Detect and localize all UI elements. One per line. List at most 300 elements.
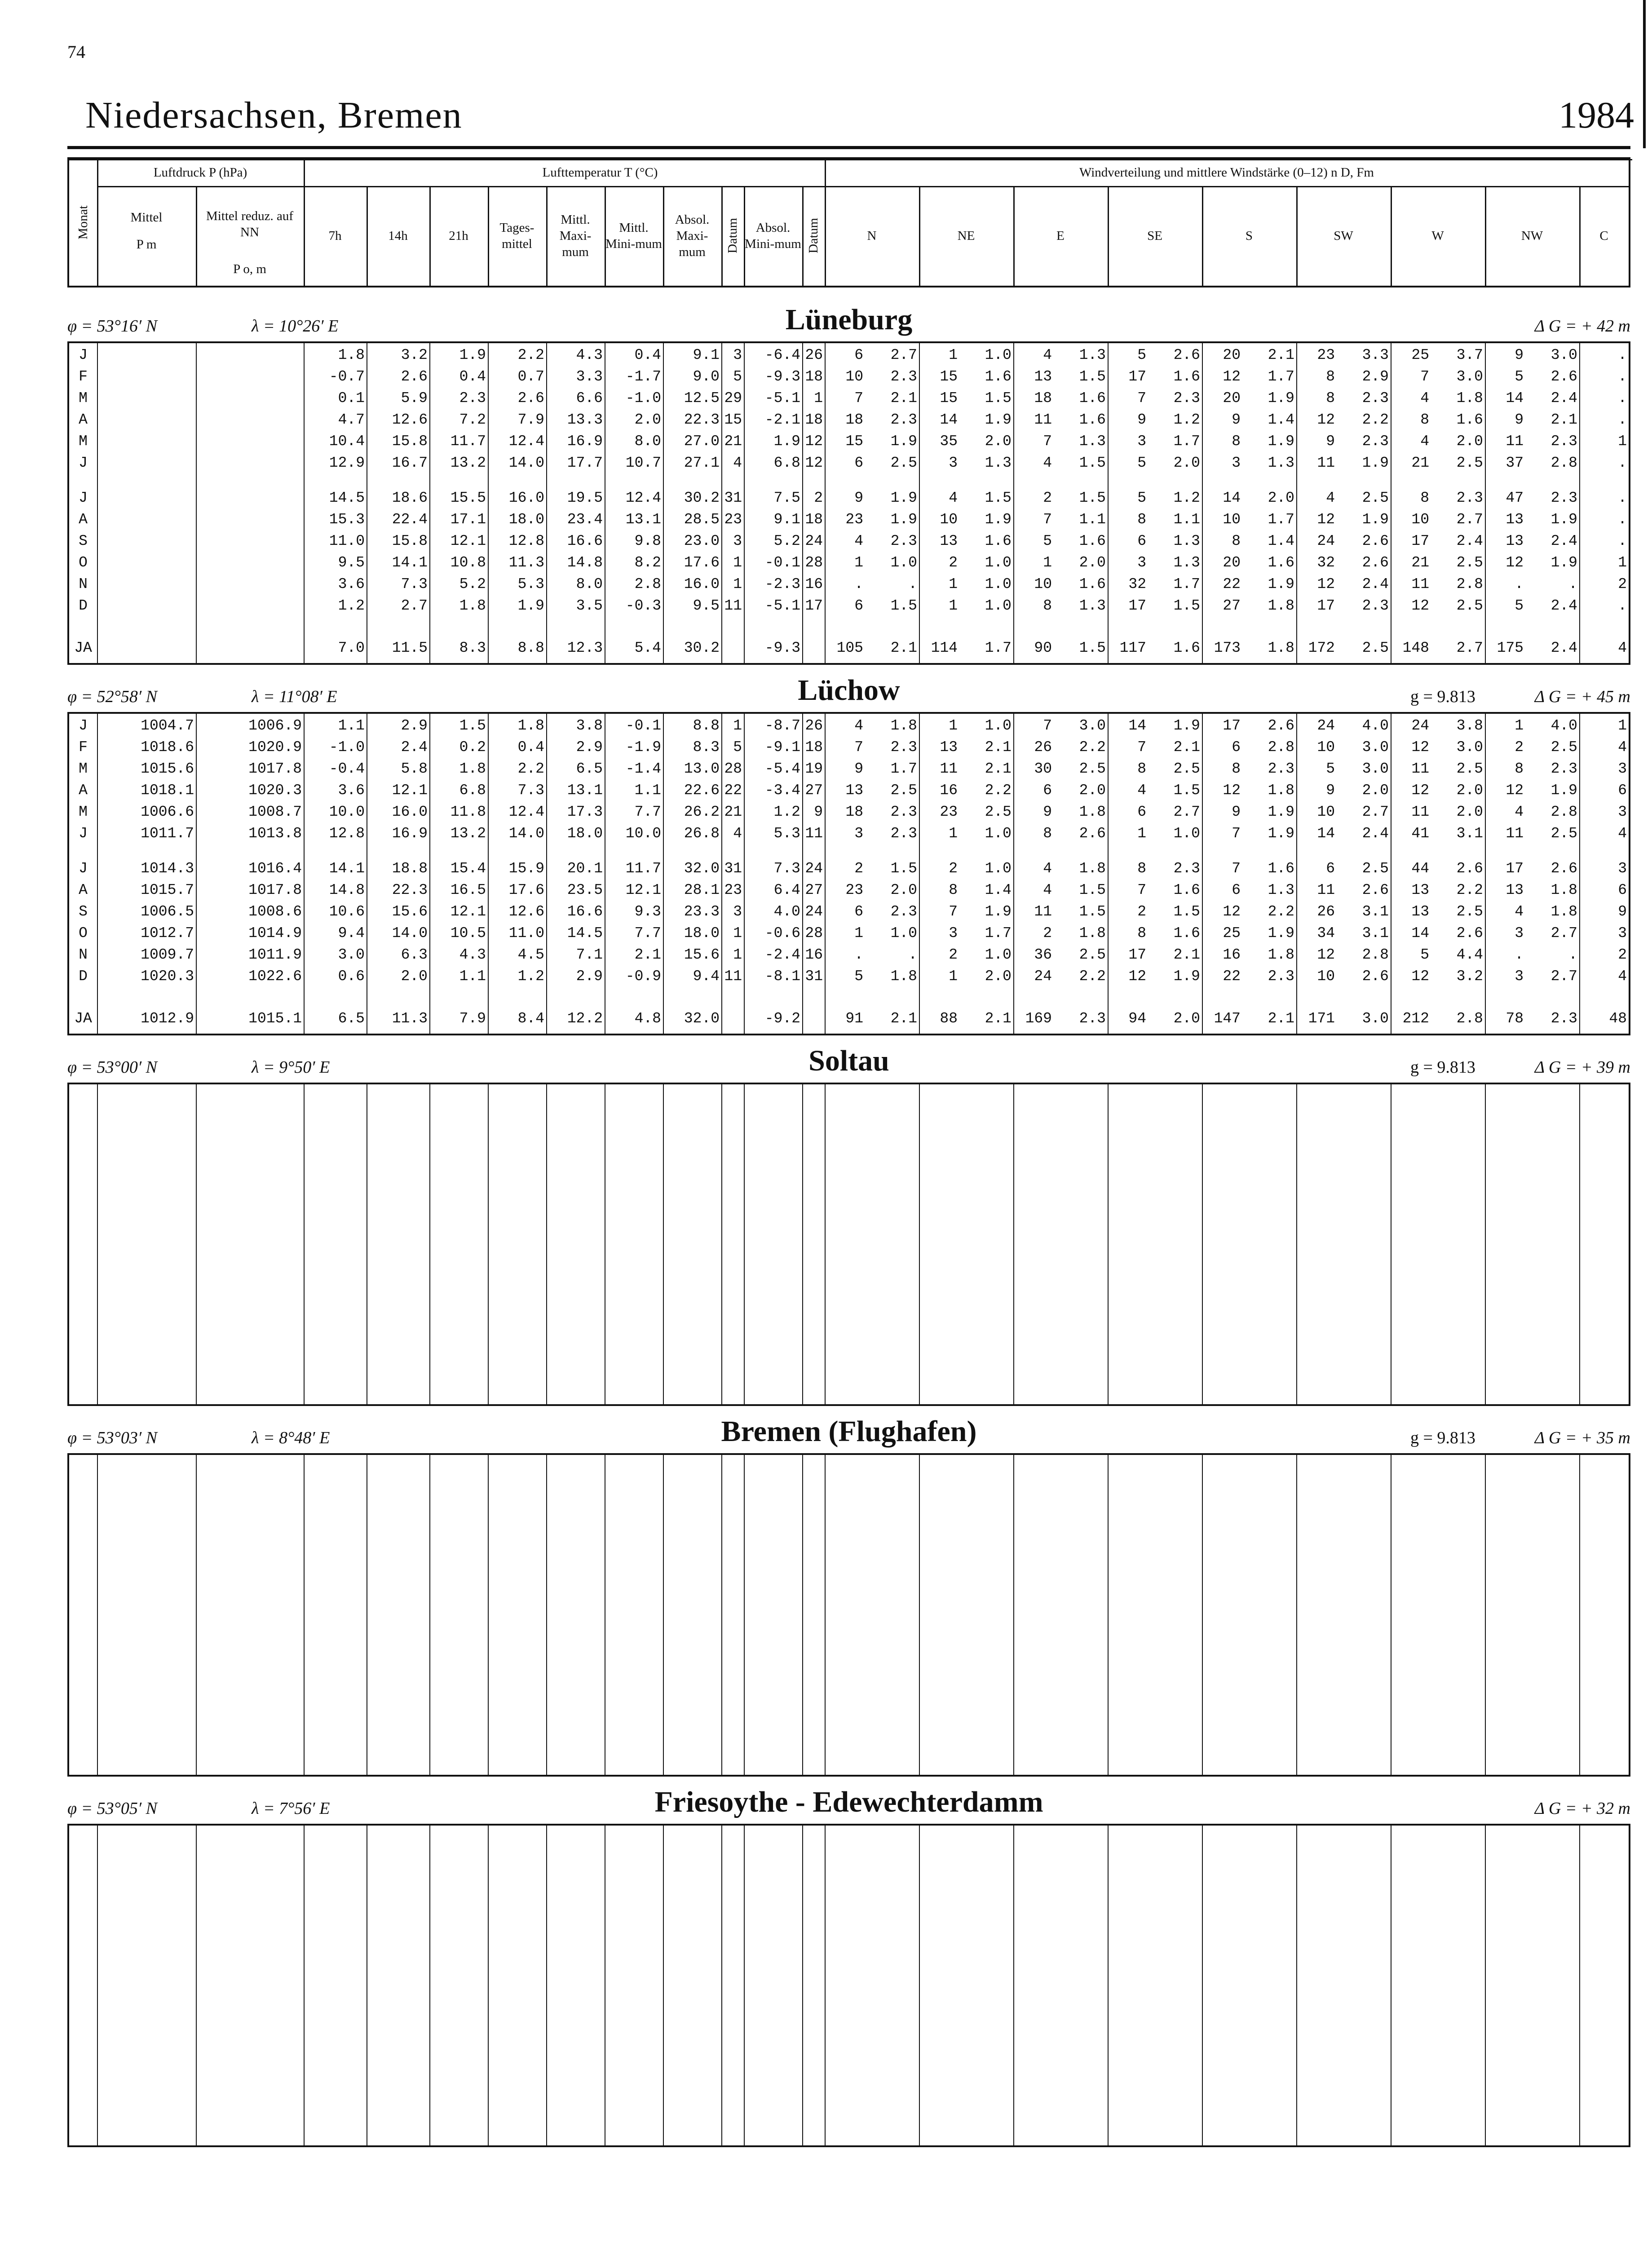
value-cell: 5 (1137, 490, 1146, 506)
value-cell: . (1618, 411, 1627, 428)
value-cell: 105 (836, 640, 863, 656)
value-cell: 2.6 (401, 368, 428, 385)
header-absol-mini: Absol. Mini-mum (745, 220, 801, 251)
value-cell: 4.0 (773, 903, 800, 920)
value-cell: 2.4 (1550, 533, 1577, 549)
value-cell: 2.5 (1456, 554, 1483, 571)
value-cell: 8 (1326, 390, 1335, 407)
value-cell: 2.3 (1362, 390, 1389, 407)
value-cell: 17 (1411, 533, 1429, 549)
value-cell: 1.3 (1173, 554, 1200, 571)
value-cell: 17 (1223, 717, 1241, 734)
value-cell: 175 (1497, 640, 1524, 656)
value-cell: 12.1 (392, 782, 428, 799)
value-cell: 48 (1609, 1010, 1627, 1027)
value-cell: 24 (1317, 717, 1335, 734)
value-cell: 13 (1411, 903, 1429, 920)
value-cell: -6.4 (764, 347, 800, 363)
value-cell: 4 (1515, 903, 1524, 920)
value-cell: 2.7 (1456, 640, 1483, 656)
value-cell: 1004.7 (141, 717, 194, 734)
header-t21: 21h (449, 228, 468, 243)
page-edge-rule (1643, 0, 1646, 148)
value-cell: 3.7 (1456, 347, 1483, 363)
value-cell: 12.8 (508, 533, 544, 549)
value-cell: . (908, 946, 917, 963)
value-cell: 11.3 (392, 1010, 428, 1027)
value-cell: 1016.4 (248, 860, 302, 877)
value-cell: 2.8 (1456, 1010, 1483, 1027)
value-cell: 16.9 (392, 825, 428, 842)
value-cell: 17.6 (684, 554, 720, 571)
value-cell: 20 (1223, 347, 1241, 363)
value-cell: . (1618, 368, 1627, 385)
value-cell: 10 (1223, 511, 1241, 528)
value-cell: 6 (854, 347, 863, 363)
value-cell: 1.8 (1079, 804, 1106, 820)
value-cell: 17 (1128, 597, 1146, 614)
value-cell: 1.5 (985, 390, 1012, 407)
value-cell: 14.8 (567, 554, 603, 571)
value-cell: 18 (805, 411, 823, 428)
value-cell: 2.0 (985, 433, 1012, 450)
value-cell: 15 (940, 390, 958, 407)
value-cell: 8 (1232, 760, 1241, 777)
value-cell: 4 (1043, 347, 1052, 363)
value-cell: 8.2 (634, 554, 661, 571)
value-cell: 3.0 (1079, 717, 1106, 734)
value-cell: 2.7 (1550, 925, 1577, 942)
value-cell: 2.7 (1456, 511, 1483, 528)
value-cell: 12.9 (329, 455, 365, 471)
station-gravity: g = 9.813 (1410, 1428, 1475, 1447)
value-cell: 12.1 (625, 882, 661, 898)
value-cell: 4.0 (1362, 717, 1389, 734)
value-cell: 6 (1232, 882, 1241, 898)
value-cell: 3 (733, 903, 742, 920)
value-cell: 2.8 (634, 576, 661, 592)
value-cell: 2.6 (1079, 825, 1106, 842)
value-cell: 12.1 (450, 903, 486, 920)
month-label: N (79, 946, 88, 963)
value-cell: 12 (1411, 739, 1429, 756)
value-cell: 14.0 (392, 925, 428, 942)
value-cell: -2.1 (764, 411, 800, 428)
value-cell: 30.2 (684, 640, 720, 656)
value-cell: 32 (1317, 554, 1335, 571)
value-cell: 1.8 (1268, 946, 1294, 963)
value-cell: 7 (1137, 882, 1146, 898)
value-cell: 2.8 (1550, 455, 1577, 471)
header-dir-sw: SW (1334, 228, 1353, 243)
value-cell: 4.0 (1550, 717, 1577, 734)
header-luftdruck: Luftdruck P (hPa) (153, 165, 247, 180)
value-cell: 11.7 (450, 433, 486, 450)
value-cell: 3 (1618, 860, 1627, 877)
value-cell: 4 (1326, 490, 1335, 506)
value-cell: 5.4 (634, 640, 661, 656)
value-cell: . (1515, 576, 1524, 592)
value-cell: 10 (1317, 804, 1335, 820)
value-cell: 1.0 (890, 925, 917, 942)
value-cell: 22 (1223, 576, 1241, 592)
value-cell: 2.3 (1550, 1010, 1577, 1027)
value-cell: 1014.3 (141, 860, 194, 877)
value-cell: 23 (724, 511, 742, 528)
value-cell: 2.0 (1079, 782, 1106, 799)
value-cell: 2.5 (1362, 490, 1389, 506)
value-cell: 2 (1043, 925, 1052, 942)
value-cell: 1015.6 (141, 760, 194, 777)
value-cell: 2.6 (1456, 860, 1483, 877)
month-row (69, 760, 1629, 778)
value-cell: 4 (949, 490, 958, 506)
value-cell: 1.8 (1550, 903, 1577, 920)
value-cell: 27.0 (684, 433, 720, 450)
header-mittl-maxi: Mittl. Maxi-mum (559, 212, 592, 260)
value-cell: 2.5 (1550, 825, 1577, 842)
month-label: A (79, 411, 88, 428)
value-cell: 7 (1043, 511, 1052, 528)
value-cell: -8.1 (764, 968, 800, 985)
header-mittel-reduz: Mittel reduz. auf NN (206, 208, 294, 239)
value-cell: 1.0 (985, 347, 1012, 363)
value-cell: 24 (1034, 968, 1052, 985)
value-cell: 13 (1506, 533, 1524, 549)
month-label: J (79, 860, 88, 877)
value-cell: . (1618, 511, 1627, 528)
value-cell: 1 (733, 554, 742, 571)
value-cell: 2 (1618, 946, 1627, 963)
value-cell: 2.3 (1268, 968, 1294, 985)
value-cell: 2.3 (1079, 1010, 1106, 1027)
value-cell: 1.9 (890, 433, 917, 450)
value-cell: 36 (1034, 946, 1052, 963)
value-cell: 1.9 (1268, 390, 1294, 407)
value-cell: 26 (1034, 739, 1052, 756)
value-cell: 11 (1317, 882, 1335, 898)
month-row (69, 968, 1629, 985)
value-cell: 32 (1128, 576, 1146, 592)
value-cell: 1.1 (459, 968, 486, 985)
value-cell: 2 (1043, 490, 1052, 506)
value-cell: 3 (1137, 554, 1146, 571)
header-mittl-mini: Mittl. Mini-mum (605, 220, 662, 251)
value-cell: 9.1 (693, 347, 720, 363)
value-cell: 8 (1420, 490, 1429, 506)
value-cell: 9 (1618, 903, 1627, 920)
value-cell: 2.3 (890, 368, 917, 385)
value-cell: 4 (1618, 640, 1627, 656)
value-cell: 3 (1515, 968, 1524, 985)
value-cell: 1.5 (1079, 882, 1106, 898)
page-number: 74 (67, 42, 85, 62)
value-cell: -5.4 (764, 760, 800, 777)
value-cell: 1.9 (890, 511, 917, 528)
value-cell: 7 (1043, 433, 1052, 450)
value-cell: 17 (1317, 597, 1335, 614)
value-cell: 1020.9 (248, 739, 302, 756)
value-cell: 1.8 (890, 968, 917, 985)
header-lufttemperatur: Lufttemperatur T (°C) (542, 165, 658, 180)
value-cell: 1.9 (1268, 825, 1294, 842)
value-cell: 2 (1618, 576, 1627, 592)
value-cell: 1.6 (1268, 554, 1294, 571)
value-cell: 47 (1506, 490, 1524, 506)
month-label: J (79, 825, 88, 842)
value-cell: 2.4 (1362, 576, 1389, 592)
value-cell: -0.4 (329, 760, 365, 777)
value-cell: 2.8 (1550, 804, 1577, 820)
station-gravity: g = 9.813 (1410, 687, 1475, 706)
value-cell: 9 (1043, 804, 1052, 820)
value-cell: 2.9 (1362, 368, 1389, 385)
value-cell: 2.3 (1362, 597, 1389, 614)
value-cell: 1.9 (517, 597, 544, 614)
station-longitude: λ = 10°26′ E (252, 317, 339, 336)
station-longitude: λ = 8°48′ E (252, 1428, 330, 1447)
value-cell: 5 (1420, 946, 1429, 963)
value-cell: 12.8 (329, 825, 365, 842)
station-table (67, 1824, 1630, 2147)
value-cell: 1.0 (985, 576, 1012, 592)
value-cell: 12 (1317, 511, 1335, 528)
station-header (67, 1044, 1630, 1080)
month-row (69, 946, 1629, 964)
month-row (69, 782, 1629, 799)
value-cell: 6 (1137, 533, 1146, 549)
value-cell: 23 (724, 882, 742, 898)
value-cell: 12.4 (625, 490, 661, 506)
value-cell: -0.9 (625, 968, 661, 985)
value-cell: 3.0 (1456, 368, 1483, 385)
value-cell: 15.4 (450, 860, 486, 877)
value-cell: 2.6 (1173, 347, 1200, 363)
value-cell: . (1515, 946, 1524, 963)
value-cell: 15 (845, 433, 863, 450)
month-label: F (79, 368, 88, 385)
value-cell: 28 (724, 760, 742, 777)
value-cell: 2 (949, 946, 958, 963)
value-cell: 7 (1420, 368, 1429, 385)
value-cell: -2.3 (764, 576, 800, 592)
value-cell: 28 (805, 925, 823, 942)
value-cell: 8.0 (634, 433, 661, 450)
value-cell: 10.7 (625, 455, 661, 471)
value-cell: 14.1 (329, 860, 365, 877)
header-datum: Datum (725, 218, 740, 254)
value-cell: 3.8 (576, 717, 603, 734)
value-cell: 1.0 (985, 825, 1012, 842)
month-row (69, 576, 1629, 593)
value-cell: 1.7 (1268, 511, 1294, 528)
value-cell: 1.8 (1456, 390, 1483, 407)
value-cell: 7.1 (576, 946, 603, 963)
header-t7: 7h (328, 228, 342, 243)
value-cell: 1 (854, 925, 863, 942)
value-cell: 1012.9 (141, 1010, 194, 1027)
value-cell: 37 (1506, 455, 1524, 471)
station-height-correction: Δ G = + 42 m (1534, 317, 1630, 336)
value-cell: 2.5 (1550, 739, 1577, 756)
value-cell: 1 (1618, 554, 1627, 571)
value-cell: 10 (1034, 576, 1052, 592)
value-cell: 1.3 (1268, 455, 1294, 471)
year: 1984 (1559, 94, 1634, 136)
header-t14: 14h (388, 228, 408, 243)
value-cell: 7.5 (773, 490, 800, 506)
value-cell: 2 (1515, 739, 1524, 756)
header-dir-s: S (1245, 228, 1253, 243)
station-table (67, 712, 1630, 1035)
month-label: S (79, 903, 88, 920)
value-cell: 12.3 (567, 640, 603, 656)
value-cell: 1 (949, 825, 958, 842)
value-cell: 2.8 (1362, 946, 1389, 963)
value-cell: 1.1 (1079, 511, 1106, 528)
station-table (67, 341, 1630, 665)
value-cell: 2.1 (1268, 1010, 1294, 1027)
value-cell: 2.7 (890, 347, 917, 363)
value-cell: 1.0 (985, 717, 1012, 734)
value-cell: 2.4 (401, 739, 428, 756)
value-cell: 1 (1043, 554, 1052, 571)
value-cell: 16.0 (684, 576, 720, 592)
value-cell: 15.5 (450, 490, 486, 506)
header-dir-ne: NE (957, 228, 975, 243)
value-cell: 12 (1411, 597, 1429, 614)
month-label: J (79, 717, 88, 734)
value-cell: 1.5 (459, 717, 486, 734)
value-cell: 2.5 (1079, 946, 1106, 963)
value-cell: 1018.6 (141, 739, 194, 756)
value-cell: 5 (1137, 347, 1146, 363)
value-cell: 27 (1223, 597, 1241, 614)
value-cell: 1.3 (1079, 347, 1106, 363)
value-cell: 21 (1411, 554, 1429, 571)
value-cell: 2.1 (890, 1010, 917, 1027)
value-cell: 26.2 (684, 804, 720, 820)
value-cell: 30.2 (684, 490, 720, 506)
value-cell: 94 (1128, 1010, 1146, 1027)
value-cell: 1.9 (985, 411, 1012, 428)
value-cell: 12 (1223, 782, 1241, 799)
value-cell: 18 (1034, 390, 1052, 407)
value-cell: 14 (1411, 925, 1429, 942)
value-cell: . (1618, 455, 1627, 471)
value-cell: 12.2 (567, 1010, 603, 1027)
value-cell: -1.4 (625, 760, 661, 777)
value-cell: 2.1 (1173, 946, 1200, 963)
value-cell: 1.8 (1268, 597, 1294, 614)
value-cell: 2.0 (890, 882, 917, 898)
value-cell: 2.3 (1173, 390, 1200, 407)
value-cell: 1.5 (1079, 640, 1106, 656)
value-cell: 2.0 (1456, 782, 1483, 799)
value-cell: 2.5 (1456, 903, 1483, 920)
value-cell: 2.3 (890, 411, 917, 428)
value-cell: 1.6 (1173, 368, 1200, 385)
value-cell: 18 (845, 411, 863, 428)
value-cell: 17 (1128, 946, 1146, 963)
value-cell: 6 (854, 903, 863, 920)
value-cell: 23.5 (567, 882, 603, 898)
value-cell: -1.7 (625, 368, 661, 385)
value-cell: 12 (1223, 368, 1241, 385)
value-cell: 1 (949, 576, 958, 592)
value-cell: 3.6 (338, 576, 365, 592)
value-cell: . (854, 946, 863, 963)
value-cell: 16 (940, 782, 958, 799)
month-row (69, 411, 1629, 429)
value-cell: 7.3 (401, 576, 428, 592)
value-cell: 11.8 (450, 804, 486, 820)
value-cell: 8.8 (517, 640, 544, 656)
value-cell: 1.5 (1173, 903, 1200, 920)
header-wind: Windverteilung und mittlere Windstärke (0–12) n D, Fm (1079, 165, 1374, 180)
value-cell: -0.1 (764, 554, 800, 571)
value-cell: 3.2 (401, 347, 428, 363)
value-cell: 1017.8 (248, 760, 302, 777)
value-cell: 2.4 (1550, 390, 1577, 407)
month-row (69, 739, 1629, 756)
value-cell: 2.6 (1362, 882, 1389, 898)
value-cell: 2.1 (1268, 347, 1294, 363)
value-cell: 6.6 (576, 390, 603, 407)
value-cell: 14.5 (329, 490, 365, 506)
value-cell: 4 (1515, 804, 1524, 820)
value-cell: 11 (724, 597, 742, 614)
value-cell: 1011.9 (248, 946, 302, 963)
value-cell: 1.0 (890, 554, 917, 571)
value-cell: 2.0 (1456, 433, 1483, 450)
value-cell: 1 (949, 597, 958, 614)
value-cell: 2.1 (985, 739, 1012, 756)
value-cell: 1.2 (1173, 490, 1200, 506)
month-row (69, 390, 1629, 407)
value-cell: 18.8 (392, 860, 428, 877)
value-cell: 18.0 (567, 825, 603, 842)
value-cell: 17.1 (450, 511, 486, 528)
value-cell: 1.9 (1268, 925, 1294, 942)
station-latitude: φ = 53°16′ N (67, 317, 158, 336)
value-cell: 2.2 (517, 347, 544, 363)
header-dir-se: SE (1147, 228, 1162, 243)
value-cell: 2.5 (1456, 455, 1483, 471)
value-cell: 1.5 (1173, 782, 1200, 799)
value-cell: 4 (1618, 739, 1627, 756)
month-label: N (79, 576, 88, 592)
station-latitude: φ = 53°05′ N (67, 1799, 158, 1818)
value-cell: 117 (1119, 640, 1146, 656)
value-cell: 2.3 (890, 533, 917, 549)
value-cell: 1.9 (1173, 968, 1200, 985)
value-cell: 1.7 (1173, 433, 1200, 450)
value-cell: 2.0 (1456, 804, 1483, 820)
value-cell: 1.9 (1550, 782, 1577, 799)
value-cell: 2.8 (1456, 576, 1483, 592)
value-cell: 11 (1411, 576, 1429, 592)
value-cell: 14 (1128, 717, 1146, 734)
value-cell: 24 (805, 860, 823, 877)
month-row (69, 717, 1629, 734)
value-cell: 9 (1232, 411, 1241, 428)
value-cell: . (1618, 390, 1627, 407)
header-tagesmittel: Tages-mittel (499, 220, 534, 251)
value-cell: 19 (805, 760, 823, 777)
value-cell: 8 (1043, 825, 1052, 842)
value-cell: 28.1 (684, 882, 720, 898)
